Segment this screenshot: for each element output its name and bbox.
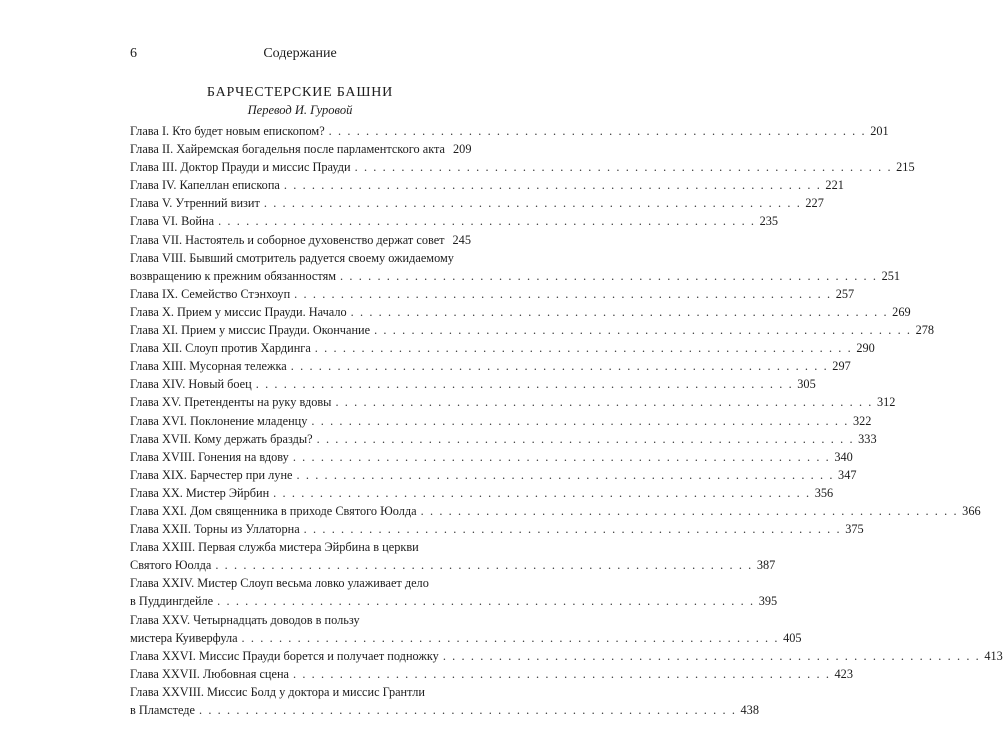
toc-entry-title: Глава XV. Претенденты на руку вдовы bbox=[130, 395, 332, 410]
dot-leader: . . . . . . . . . . . . . . . . . . . . . . . . . . . . . . . . . . . . . . . . . . . . . . . . . . . . . . . . . . bbox=[335, 395, 873, 410]
toc-entry-title: мистера Куиверфула bbox=[130, 630, 238, 645]
dot-leader: . . . . . . . . . . . . . . . . . . . . . . . . . . . . . . . . . . . . . . . . . . . . . . . . . . . . . . . . . . bbox=[311, 413, 849, 428]
toc-entry bbox=[130, 466, 857, 484]
running-head: Содержание bbox=[263, 46, 337, 61]
toc-entry-page-number: 235 bbox=[759, 214, 779, 229]
dot-leader: . . . . . . . . . . . . . . . . . . . . . . . . . . . . . . . . . . . . . . . . . . . . . . . . . . . . . . . . . . bbox=[290, 359, 829, 374]
toc-entry-page-number: 340 bbox=[834, 449, 853, 464]
toc-entry-title: Глава XVII. Кому держать бразды? bbox=[130, 431, 313, 446]
toc-entry-title: Глава XX. Мистер Эйрбин bbox=[130, 485, 270, 500]
toc-entry-title: Глава IX. Семейство Стэнхоуп bbox=[130, 286, 291, 301]
dot-leader: . . . . . . . . . . . . . . . . . . . . . . . . . . . . . . . . . . . . . . . . . . . . . . . . . . . . . . . . . . bbox=[316, 431, 855, 446]
toc-entry-title: Глава XIV. Новый боец bbox=[130, 377, 252, 392]
toc-entry-page-number: 312 bbox=[876, 395, 896, 410]
toc-entry-page-number: 387 bbox=[756, 558, 776, 573]
toc-entry-page-number: 221 bbox=[825, 178, 844, 193]
toc-entry-title: Глава XIII. Мусорная тележка bbox=[130, 359, 287, 374]
toc-entry bbox=[130, 231, 470, 249]
toc-entry-title: Глава VI. Война bbox=[130, 214, 215, 229]
dot-leader: . . . . . . . . . . . . . . . . . . . . . . . . . . . . . . . . . . . . . . . . . . . . . . . . . . . . . . . . . . bbox=[198, 703, 737, 717]
toc-entry bbox=[130, 484, 834, 502]
toc-entry-page-number: 227 bbox=[805, 196, 824, 211]
toc-entry bbox=[130, 357, 851, 375]
dot-leader: . . . . . . . . . . . . . . . . . . . . . . . . . . . . . . . . . . . . . . . . . . . . . . . . . . . . . . . . . . bbox=[340, 268, 878, 283]
dot-leader: . . . . . . . . . . . . . . . . . . . . . . . . . . . . . . . . . . . . . . . . . . . . . . . . . . . . . . . . . . bbox=[255, 377, 794, 392]
toc-entry-page-number: 395 bbox=[758, 594, 778, 609]
section-title: БАРЧЕСТЕРСКИЕ БАШНИ bbox=[206, 85, 394, 100]
dot-leader: . . . . . . . . . . . . . . . . . . . . . . . . . . . . . . . . . . . . . . . . . . . . . . . . . . . . . . . . . . bbox=[292, 449, 831, 464]
dot-leader: . . . . . . . . . . . . . . . . . . . . . . . . . . . . . . . . . . . . . . . . . . . . . . . . . . . . . . . . . . bbox=[273, 485, 811, 500]
toc-entry bbox=[130, 285, 855, 303]
toc-entry-page-number: 201 bbox=[870, 124, 889, 138]
toc-entry bbox=[130, 611, 802, 647]
toc-entry-page-number: 251 bbox=[881, 268, 901, 283]
toc-entry bbox=[130, 393, 896, 411]
toc-entry-title: Глава XXVI. Миссис Прауди борется и получает подножку bbox=[130, 648, 439, 663]
toc-entry-title-line: Глава XXV. Четырнадцать доводов в пользу bbox=[130, 612, 360, 627]
toc-entry-page-number: 209 bbox=[453, 142, 472, 157]
dot-leader: . . . . . . . . . . . . . . . . . . . . . . . . . . . . . . . . . . . . . . . . . . . . . . . . . . . . . . . . . . bbox=[374, 323, 912, 338]
toc-entry-page-number: 375 bbox=[845, 522, 864, 537]
dot-leader: . . . . . . . . . . . . . . . . . . . . . . . . . . . . . . . . . . . . . . . . . . . . . . . . . . . . . . . . . . bbox=[420, 503, 959, 518]
dot-leader: . . . . . . . . . . . . . . . . . . . . . . . . . . . . . . . . . . . . . . . . . . . . . . . . . . . . . . . . . . bbox=[442, 648, 981, 663]
toc-entry-page-number: 438 bbox=[740, 703, 759, 717]
toc-entry-title: возвращению к прежним обязанностям bbox=[130, 268, 337, 283]
toc-entry-page-number: 347 bbox=[838, 467, 857, 482]
toc-entry bbox=[130, 520, 864, 538]
toc-entry-title: Глава VII. Настоятель и соборное духовенство держат совет bbox=[130, 232, 445, 247]
toc-entry bbox=[130, 303, 911, 321]
dot-leader: . . . . . . . . . . . . . . . . . . . . . . . . . . . . . . . . . . . . . . . . . . . . . . . . . . . . . . . . . . bbox=[350, 304, 889, 319]
toc-entry-title: Глава V. Утренний визит bbox=[130, 196, 260, 211]
toc-entry-page-number: 405 bbox=[783, 630, 802, 645]
toc-entry-page-number: 366 bbox=[962, 503, 981, 518]
dot-leader: . . . . . . . . . . . . . . . . . . . . . . . . . . . . . . . . . . . . . . . . . . . . . . . . . . . . . . . . . . bbox=[263, 196, 802, 211]
toc-entry-title: Святого Юолда bbox=[130, 558, 212, 573]
table-of-contents bbox=[130, 122, 1003, 719]
dot-leader: . . . . . . . . . . . . . . . . . . . . . . . . . . . . . . . . . . . . . . . . . . . . . . . . . . . . . . . . . . bbox=[215, 558, 753, 573]
toc-entry bbox=[130, 158, 915, 176]
toc-entry bbox=[130, 412, 872, 430]
toc-entry bbox=[130, 665, 853, 683]
dot-leader: . . . . . . . . . . . . . . . . . . . . . . . . . . . . . . . . . . . . . . . . . . . . . . . . . . . . . . . . . . bbox=[296, 467, 835, 482]
toc-entry bbox=[130, 122, 889, 140]
toc-entry bbox=[130, 176, 844, 194]
toc-entry-title: Глава XXII. Торны из Уллаторна bbox=[130, 522, 300, 537]
dot-leader: . . . . . . . . . . . . . . . . . . . . . . . . . . . . . . . . . . . . . . . . . . . . . . . . . . . . . . . . . . bbox=[283, 178, 822, 193]
toc-entry-title-line: Глава VIII. Бывший смотритель радуется своему ожидаемому bbox=[130, 250, 454, 265]
toc-entry bbox=[130, 194, 824, 212]
toc-entry-title: Глава XVI. Поклонение младенцу bbox=[130, 413, 308, 428]
toc-entry-title-line: Глава XXIII. Первая служба мистера Эйрбина в церкви bbox=[130, 540, 419, 555]
toc-entry-page-number: 322 bbox=[852, 413, 872, 428]
dot-leader: . . . . . . . . . . . . . . . . . . . . . . . . . . . . . . . . . . . . . . . . . . . . . . . . . . . . . . . . . . bbox=[354, 160, 893, 175]
toc-entry-page-number: 333 bbox=[858, 431, 877, 446]
toc-entry bbox=[130, 448, 853, 466]
toc-entry bbox=[130, 647, 1003, 665]
dot-leader: . . . . . . . . . . . . . . . . . . . . . . . . . . . . . . . . . . . . . . . . . . . . . . . . . . . . . . . . . . bbox=[218, 214, 756, 229]
toc-entry bbox=[130, 683, 759, 719]
dot-leader: . . . . . . . . . . . . . . . . . . . . . . . . . . . . . . . . . . . . . . . . . . . . . . . . . . . . . . . . . . bbox=[314, 341, 853, 356]
toc-entry-title: Глава II. Хайремская богадельня после парламентского акта bbox=[130, 142, 446, 157]
toc-entry bbox=[130, 574, 778, 610]
toc-entry-title-line: Глава XXVIII. Миссис Болд у доктора и миссис Грантли bbox=[130, 684, 425, 699]
toc-entry-title-line: Глава XXIV. Мистер Слоуп весьма ловко улаживает дело bbox=[130, 576, 429, 591]
toc-entry bbox=[130, 140, 470, 158]
toc-entry-page-number: 413 bbox=[984, 648, 1003, 663]
toc-entry-title: Глава XIX. Барчестер при луне bbox=[130, 467, 293, 482]
toc-entry-title: Глава XXVII. Любовная сцена bbox=[130, 666, 289, 681]
toc-entry-page-number: 278 bbox=[915, 323, 935, 338]
toc-entry-page-number: 423 bbox=[834, 666, 853, 681]
dot-leader: . . . . . . . . . . . . . . . . . . . . . . . . . . . . . . . . . . . . . . . . . . . . . . . . . . . . . . . . . . bbox=[303, 522, 842, 537]
toc-entry-page-number: 257 bbox=[835, 286, 855, 301]
toc-entry-page-number: 305 bbox=[797, 377, 816, 392]
toc-entry-page-number: 269 bbox=[892, 304, 911, 319]
page-number: 6 bbox=[130, 46, 137, 61]
toc-entry-page-number: 215 bbox=[896, 160, 915, 175]
toc-entry bbox=[130, 212, 779, 230]
toc-entry bbox=[130, 538, 776, 574]
dot-leader: . . . . . . . . . . . . . . . . . . . . . . . . . . . . . . . . . . . . . . . . . . . . . . . . . . . . . . . . . . bbox=[292, 666, 831, 681]
toc-entry-title: Глава X. Прием у миссис Прауди. Начало bbox=[130, 304, 347, 319]
dot-leader: . . . . . . . . . . . . . . . . . . . . . . . . . . . . . . . . . . . . . . . . . . . . . . . . . . . . . . . . . . bbox=[328, 124, 867, 138]
toc-entry-title: Глава IV. Капеллан епископа bbox=[130, 178, 280, 193]
toc-entry-title: в Пламстеде bbox=[130, 703, 195, 717]
toc-entry bbox=[130, 430, 877, 448]
toc-entry-page-number: 290 bbox=[856, 341, 875, 356]
toc-entry-title: Глава XII. Слоуп против Хардинга bbox=[130, 341, 311, 356]
toc-entry bbox=[130, 502, 981, 520]
toc-entry-title: Глава III. Доктор Прауди и миссис Прауди bbox=[130, 160, 351, 175]
toc-entry bbox=[130, 375, 816, 393]
toc-entry-page-number: 356 bbox=[814, 485, 834, 500]
toc-entry bbox=[130, 339, 875, 357]
toc-entry-title: Глава XVIII. Гонения на вдову bbox=[130, 449, 289, 464]
toc-entry-title: Глава XXI. Дом священника в приходе Святого Юолда bbox=[130, 503, 417, 518]
dot-leader: . . . . . . . . . . . . . . . . . . . . . . . . . . . . . . . . . . . . . . . . . . . . . . . . . . . . . . . . . . bbox=[241, 630, 780, 645]
dot-leader: . . . . . . . . . . . . . . . . . . . . . . . . . . . . . . . . . . . . . . . . . . . . . . . . . . . . . . . . . . bbox=[217, 594, 755, 609]
toc-entry bbox=[130, 321, 935, 339]
toc-entry-title: Глава I. Кто будет новым епископом? bbox=[130, 124, 325, 138]
dot-leader: . . . . . . . . . . . . . . . . . . . . . . . . . . . . . . . . . . . . . . . . . . . . . . . . . . . . . . . . . . bbox=[294, 286, 832, 301]
toc-entry-title: Глава XI. Прием у миссис Прауди. Окончание bbox=[130, 323, 371, 338]
toc-entry-title: в Пуддингдейле bbox=[130, 594, 214, 609]
toc-entry bbox=[130, 249, 901, 285]
toc-entry-page-number: 245 bbox=[452, 232, 471, 247]
translator-credit: Перевод И. Гуровой bbox=[247, 103, 353, 117]
toc-entry-page-number: 297 bbox=[832, 359, 851, 374]
